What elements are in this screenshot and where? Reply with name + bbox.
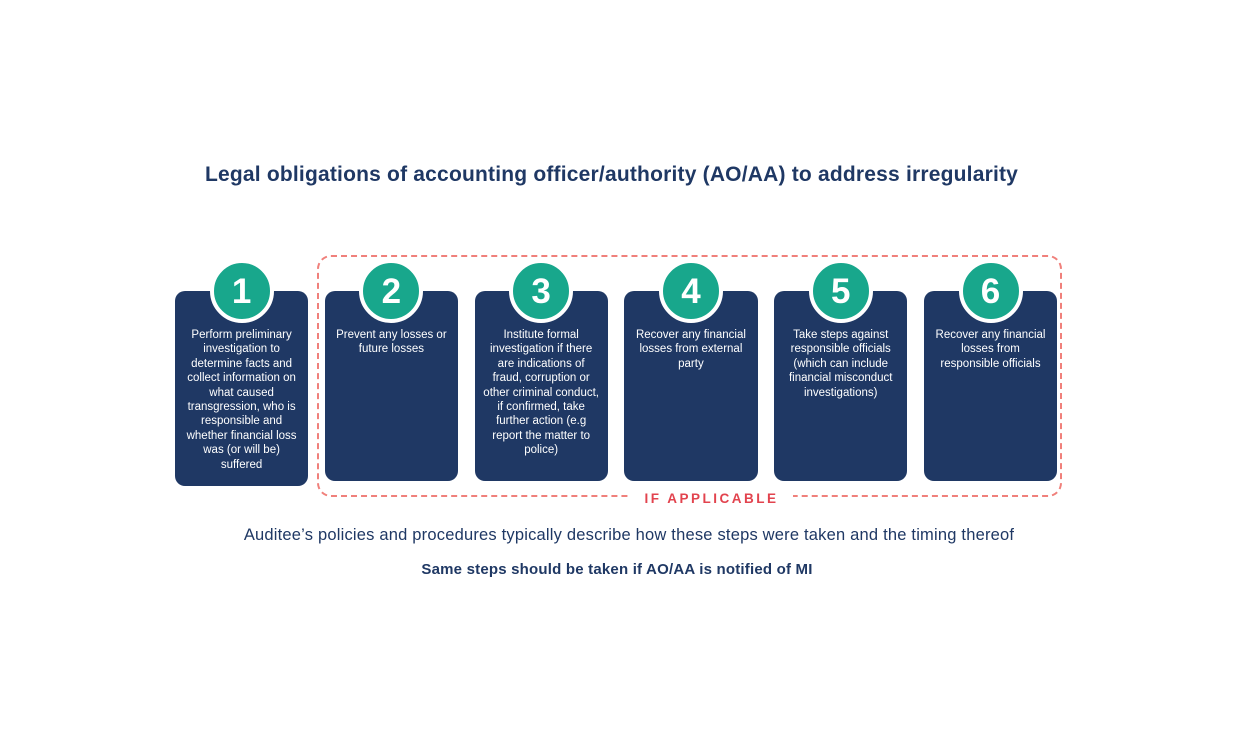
footnote-policies: Auditee’s policies and procedures typically describe how these steps were taken and the timing thereof — [243, 526, 1015, 544]
step-6-number: 6 — [980, 271, 1001, 311]
step-3-number: 3 — [531, 271, 551, 311]
steps-row — [175, 259, 1057, 486]
step-4 — [624, 259, 757, 486]
step-4-number-badge — [659, 259, 723, 323]
step-1 — [175, 259, 308, 486]
step-3-number-badge — [509, 259, 573, 323]
step-6-number-badge — [959, 259, 1023, 323]
step-3 — [475, 259, 608, 486]
step-2-text: Prevent any losses or future losses — [336, 329, 447, 356]
step-5-number: 5 — [830, 271, 851, 311]
step-5-text: Take steps against responsible officials (which can include financial misconduct investigations) — [788, 329, 893, 399]
step-4-text: Recover any financial losses from external party — [635, 329, 746, 370]
step-6-text: Recover any financial losses from responsible officials — [935, 329, 1046, 370]
step-1-number-badge — [210, 259, 274, 323]
step-2-number-badge — [359, 259, 423, 323]
step-1-text: Perform preliminary investigation to determine facts and collect information on what caused transgression, who is responsible and whether financial loss was (or will be) suffered — [186, 329, 297, 471]
if-applicable-label: IF APPLICABLE — [630, 491, 792, 506]
step-5-number-badge — [809, 259, 873, 323]
step-2-number: 2 — [381, 271, 402, 311]
step-1-number: 1 — [231, 271, 252, 311]
footnote-same-steps: Same steps should be taken if AO/AA is notified of MI — [421, 561, 813, 578]
step-3-text: Institute formal investigation if there are indications of fraud, corruption or other criminal conduct, if confirmed, take further action (e.g report the matter to police) — [483, 329, 599, 457]
step-5 — [774, 259, 907, 486]
step-4-number: 4 — [681, 271, 701, 311]
page-title: Legal obligations of accounting officer/authority (AO/AA) to address irregularity — [204, 163, 1019, 186]
step-6 — [924, 259, 1057, 486]
step-2 — [325, 259, 458, 486]
